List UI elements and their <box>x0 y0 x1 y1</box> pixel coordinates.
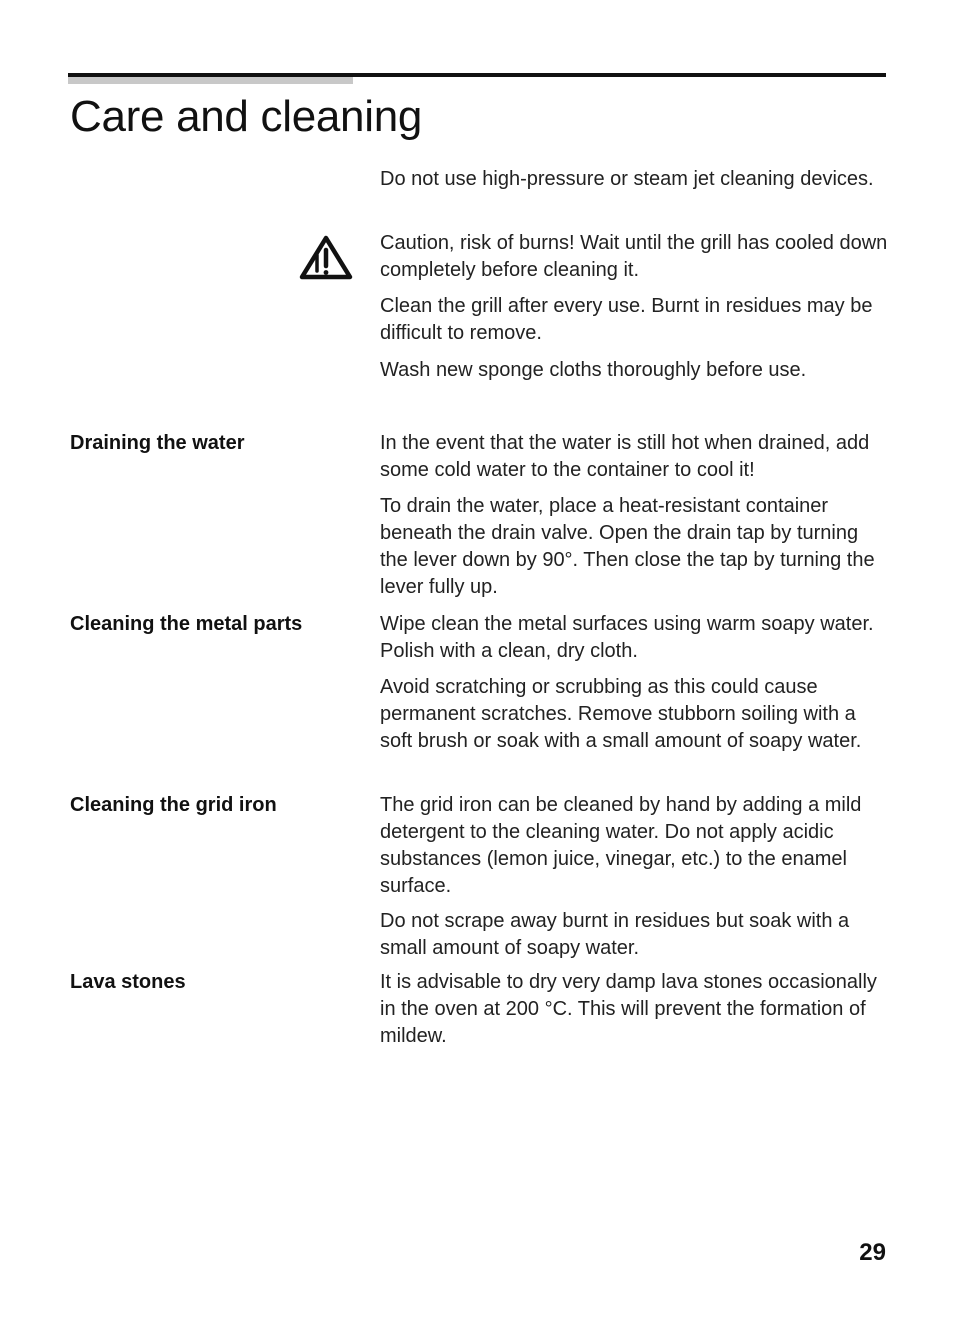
grid-paragraph-2: Do not scrape away burnt in residues but soak with a small amount of soapy water. <box>380 910 850 959</box>
page-title: Care and cleaning <box>70 92 423 141</box>
metal-paragraph-1: Wipe clean the metal surfaces using warm soapy water. Polish with a clean, dry cloth. <box>380 613 874 662</box>
heading-draining-water: Draining the water <box>70 432 245 454</box>
header-rule-accent <box>68 76 353 84</box>
intro-paragraph-2: Caution, risk of burns! Wait until the grill has cooled down completely before cleaning it. <box>380 232 888 281</box>
intro-paragraph-4: Wash new sponge cloths thoroughly before use. <box>380 359 807 381</box>
metal-paragraph-2: Avoid scratching or scrubbing as this could cause permanent scratches. Remove stubborn soiling with a soft brush or soak with a small amount of soapy water. <box>380 676 862 752</box>
draining-paragraph-2: To drain the water, place a heat-resistant container beneath the drain valve. Open the drain tap by turning the lever down by 90°. Then close the tap by turning the lever fully up. <box>380 495 875 598</box>
draining-paragraph-1: In the event that the water is still hot when drained, add some cold water to the container to cool it! <box>380 432 870 481</box>
heading-cleaning-grid-iron: Cleaning the grid iron <box>70 794 277 816</box>
heading-cleaning-metal-parts: Cleaning the metal parts <box>70 613 303 635</box>
warning-triangle-icon <box>298 233 354 281</box>
page-number: 29 <box>859 1239 886 1266</box>
heading-lava-stones: Lava stones <box>70 971 186 993</box>
lava-paragraph-1: It is advisable to dry very damp lava stones occasionally in the oven at 200 °C. This will prevent the formation of mildew. <box>380 971 877 1047</box>
grid-paragraph-1: The grid iron can be cleaned by hand by adding a mild detergent to the cleaning water. Do not apply acidic substances (lemon juice, vinegar, etc.) to the enamel surface. <box>380 794 862 897</box>
intro-paragraph-1: Do not use high-pressure or steam jet cleaning devices. <box>380 168 874 190</box>
header-rule <box>68 73 886 77</box>
intro-paragraph-3: Clean the grill after every use. Burnt in residues may be difficult to remove. <box>380 295 873 344</box>
